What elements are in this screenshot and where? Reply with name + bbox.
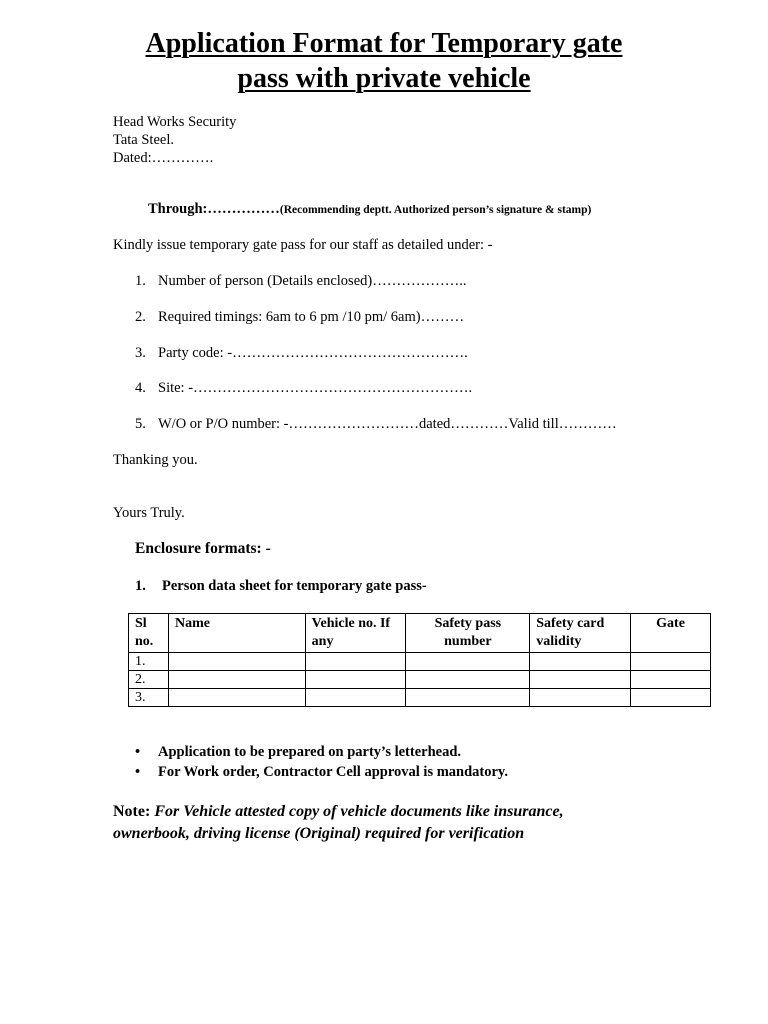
table-cell[interactable] [168,689,305,707]
list-item [135,380,617,416]
instructions-list [135,744,508,784]
header-name: Name [168,614,305,653]
table-row [129,671,711,689]
through-line [148,201,591,218]
table-row [129,653,711,671]
list-item [135,744,508,764]
table-cell[interactable] [305,653,406,671]
list-item [135,273,617,309]
intro-text: Kindly issue temporary gate pass for our staff as detailed under: - [113,237,493,253]
dated-line: Dated:…………. [113,150,214,166]
table-cell[interactable] [168,653,305,671]
through-label: Through:…………… [148,201,280,217]
table-cell[interactable] [305,671,406,689]
note-line-2: ownerbook, driving license (Original) required for verification [113,825,525,842]
title-line-2: pass with private vehicle [237,63,531,94]
row-number: 1. [129,653,169,671]
thanking-text: Thanking you. [113,452,198,468]
request-list [135,273,617,452]
table-row [129,689,711,707]
list-item-text: Site: -…………………………………………………. [158,380,473,397]
header-safety-card: Safety card validity [530,614,631,653]
table-cell[interactable] [305,689,406,707]
note-block [113,801,564,845]
list-item-number: 5. [135,416,146,433]
table-cell[interactable] [530,689,631,707]
yours-truly-text: Yours Truly. [113,505,185,521]
list-item-text: Party code: -…………………………………………. [158,344,468,361]
list-item-number: 3. [135,344,146,361]
address-block [113,113,236,167]
bullet-text: For Work order, Contractor Cell approval is mandatory. [158,764,509,780]
table-header-row [129,614,711,653]
list-item [135,345,617,381]
header-sl-no: Sl no. [129,614,169,653]
note-line-1: For Vehicle attested copy of vehicle documents like insurance, [154,803,564,820]
note-label: Note: [113,803,155,820]
page-title [0,26,768,96]
table-cell[interactable] [406,671,530,689]
list-item [135,416,617,452]
table-cell[interactable] [631,653,711,671]
title-line-1: Application Format for Temporary gate [145,28,623,59]
bullet-icon: • [135,744,141,760]
table-cell[interactable] [631,671,711,689]
bullet-text: Application to be prepared on party’s letterhead. [158,744,462,760]
list-item [135,309,617,345]
table-cell[interactable] [530,653,631,671]
row-number: 3. [129,689,169,707]
enclosure-heading: Enclosure formats: - [135,540,271,557]
list-item-number: 2. [135,308,146,325]
list-item [135,764,508,784]
header-gate: Gate [631,614,711,653]
table-cell[interactable] [406,689,530,707]
table-cell[interactable] [631,689,711,707]
list-item-text: W/O or P/O number: -………………………dated…………Valid till………… [158,416,617,433]
address-line-1: Head Works Security [113,114,237,130]
list-item-number: 4. [135,380,146,397]
enclosure-item-number: 1. [135,578,146,594]
enclosure-item [135,578,427,595]
person-data-table [128,613,711,707]
bullet-icon: • [135,764,141,780]
table-cell[interactable] [406,653,530,671]
enclosure-item-text: Person data sheet for temporary gate pass- [162,578,427,594]
header-safety-pass: Safety pass number [406,614,530,653]
address-line-2: Tata Steel. [113,132,174,148]
list-item-text: Required timings: 6am to 6 pm /10 pm/ 6am)……… [158,308,465,325]
row-number: 2. [129,671,169,689]
list-item-number: 1. [135,273,146,289]
through-note: (Recommending deptt. Authorized person’s signature & stamp) [279,204,592,216]
table-cell[interactable] [530,671,631,689]
header-vehicle-no: Vehicle no. If any [305,614,406,653]
list-item-text: Number of person (Details enclosed)……………….. [158,273,467,289]
table-cell[interactable] [168,671,305,689]
